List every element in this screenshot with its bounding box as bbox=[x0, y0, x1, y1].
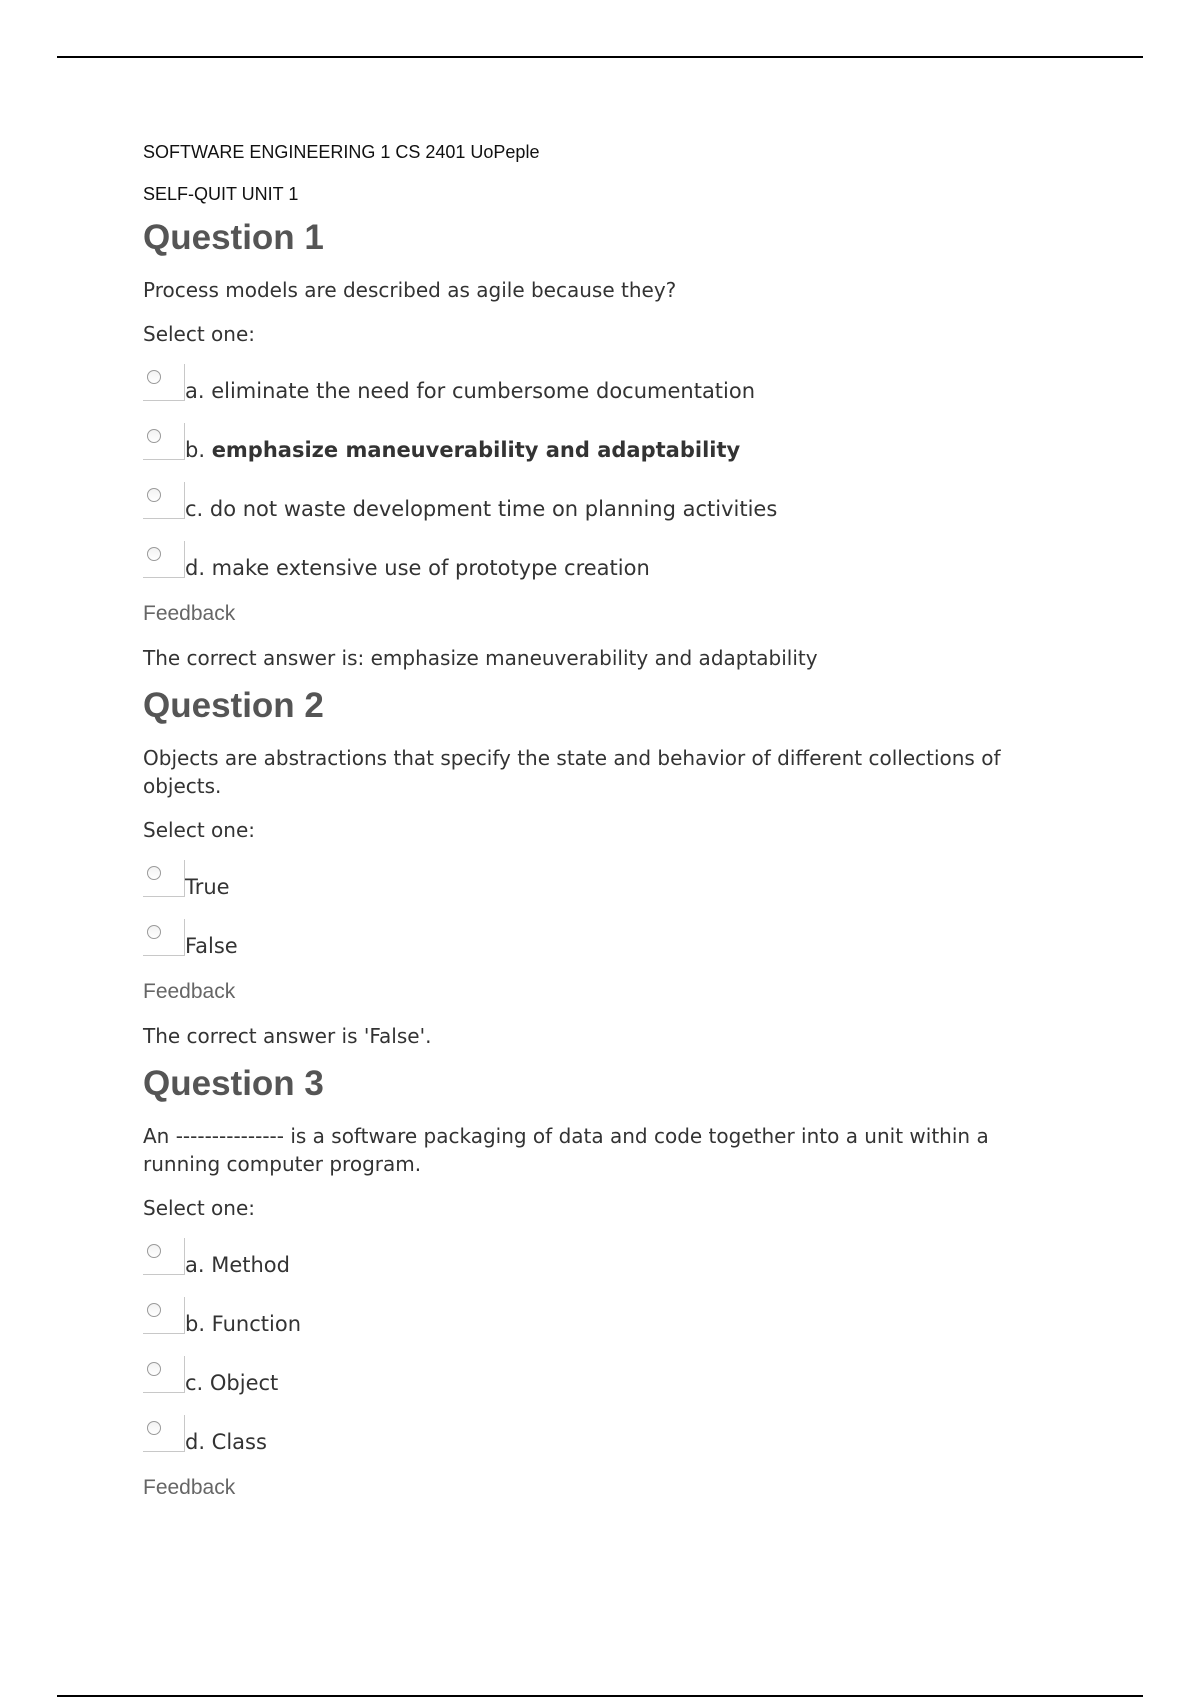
answer-option-a[interactable] bbox=[143, 364, 1023, 406]
option-emphasis: emphasize maneuverability and adaptability bbox=[211, 438, 741, 462]
radio-button-icon[interactable] bbox=[147, 1421, 161, 1435]
correct-answer-text: The correct answer is: emphasize maneuverability and adaptability bbox=[143, 646, 818, 670]
option-label: c. Object bbox=[185, 1371, 279, 1395]
option-label: False bbox=[185, 934, 238, 958]
answer-option-a[interactable] bbox=[143, 1238, 1023, 1280]
option-label bbox=[185, 437, 740, 463]
question-heading: Question 2 bbox=[143, 686, 324, 725]
option-label: a. Method bbox=[185, 1253, 290, 1277]
top-rule bbox=[57, 56, 1143, 58]
radio-button-icon[interactable] bbox=[147, 866, 161, 880]
radio-button-icon[interactable] bbox=[147, 429, 161, 443]
radio-button-icon[interactable] bbox=[147, 370, 161, 384]
select-one-label: Select one: bbox=[143, 322, 256, 346]
correct-answer-text: The correct answer is 'False'. bbox=[143, 1024, 432, 1048]
option-label: c. do not waste development time on planning activities bbox=[185, 497, 778, 521]
radio-button-icon[interactable] bbox=[147, 547, 161, 561]
option-label: b. Function bbox=[185, 1312, 302, 1336]
radio-button-icon[interactable] bbox=[147, 925, 161, 939]
radio-button-icon[interactable] bbox=[147, 1303, 161, 1317]
document-subtitle: SELF-QUIT UNIT 1 bbox=[143, 184, 299, 204]
question-text: Objects are abstractions that specify the state and behavior of different collections of objects. bbox=[143, 746, 1001, 798]
option-label: True bbox=[185, 875, 230, 899]
feedback-label: Feedback bbox=[143, 1476, 236, 1499]
answer-option-b[interactable] bbox=[143, 423, 1023, 465]
select-one-label: Select one: bbox=[143, 818, 256, 842]
question-text: Process models are described as agile because they? bbox=[143, 278, 677, 302]
question-3 bbox=[143, 1064, 1023, 1502]
document-title: SOFTWARE ENGINEERING 1 CS 2401 UoPeple bbox=[143, 142, 540, 162]
quiz-document bbox=[143, 140, 1023, 1518]
question-heading: Question 1 bbox=[143, 218, 324, 257]
question-2 bbox=[143, 686, 1023, 1050]
answer-option-false[interactable] bbox=[143, 919, 1023, 961]
select-one-label: Select one: bbox=[143, 1196, 256, 1220]
question-text: An --------------- is a software packaging of data and code together into a unit within a running computer program. bbox=[143, 1124, 989, 1176]
radio-button-icon[interactable] bbox=[147, 488, 161, 502]
answer-option-c[interactable] bbox=[143, 1356, 1023, 1398]
question-1 bbox=[143, 218, 1023, 672]
radio-button-icon[interactable] bbox=[147, 1244, 161, 1258]
option-prefix: b. bbox=[185, 438, 212, 462]
answer-option-d[interactable] bbox=[143, 1415, 1023, 1457]
option-label: a. eliminate the need for cumbersome documentation bbox=[185, 379, 756, 403]
radio-button-icon[interactable] bbox=[147, 1362, 161, 1376]
question-heading: Question 3 bbox=[143, 1064, 324, 1103]
feedback-label: Feedback bbox=[143, 602, 236, 625]
answer-option-c[interactable] bbox=[143, 482, 1023, 524]
answer-option-d[interactable] bbox=[143, 541, 1023, 583]
answer-option-b[interactable] bbox=[143, 1297, 1023, 1339]
feedback-label: Feedback bbox=[143, 980, 236, 1003]
option-label: d. Class bbox=[185, 1430, 267, 1454]
option-label: d. make extensive use of prototype creation bbox=[185, 556, 650, 580]
answer-option-true[interactable] bbox=[143, 860, 1023, 902]
bottom-rule bbox=[57, 1695, 1143, 1697]
